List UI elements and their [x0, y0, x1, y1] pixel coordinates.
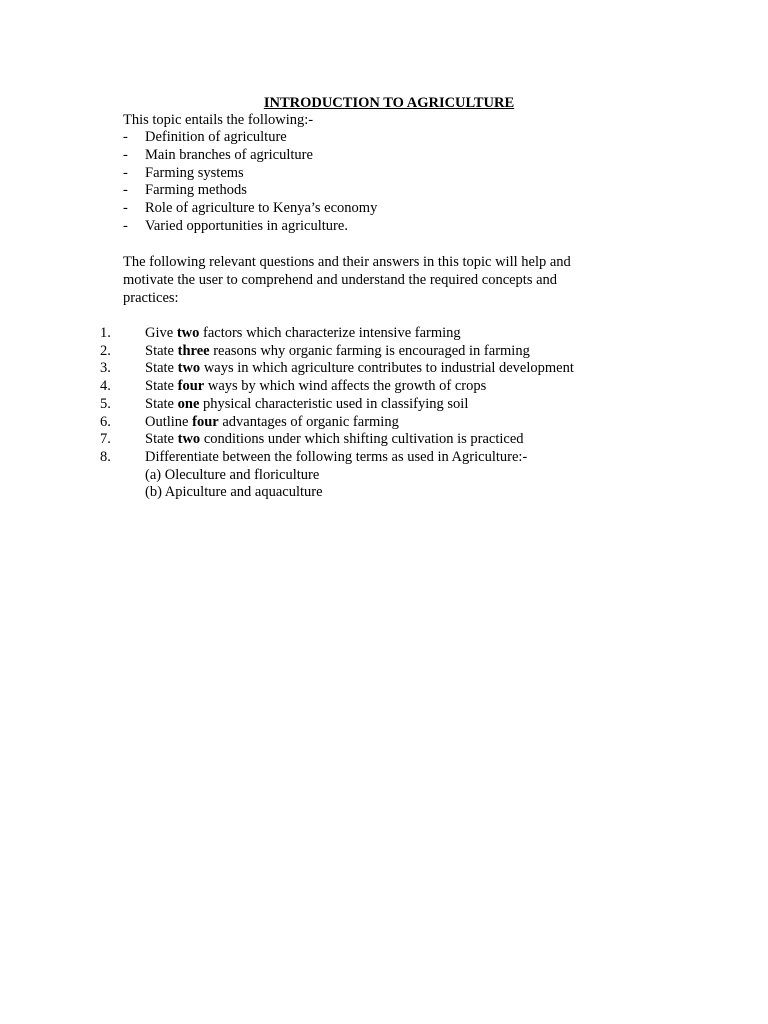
- question-number: 3.: [100, 360, 111, 377]
- question-item: [100, 431, 574, 449]
- bullet-dash: -: [123, 200, 128, 217]
- question-text-post: physical characteristic used in classifying soil: [199, 395, 469, 412]
- paragraph-line: motivate the user to comprehend and understand the required concepts and: [123, 271, 558, 288]
- question-emphasis: two: [177, 431, 201, 448]
- list-item-text: Farming methods: [145, 182, 247, 199]
- question-number: 6.: [100, 413, 111, 430]
- list-item-text: Varied opportunities in agriculture.: [145, 217, 348, 234]
- question-emphasis: three: [177, 342, 210, 359]
- question-number: 1.: [100, 325, 111, 341]
- list-item: [123, 218, 377, 236]
- question-item: [100, 378, 574, 396]
- question-text-post: ways by which wind affects the growth of crops: [204, 378, 487, 395]
- question-text-pre: State: [145, 378, 178, 395]
- intro-line: This topic entails the following:-: [123, 112, 314, 128]
- question-number: 4.: [100, 378, 111, 395]
- question-text-post: factors which characterize intensive farming: [199, 325, 461, 341]
- question-emphasis: two: [176, 325, 200, 341]
- document-title: INTRODUCTION TO AGRICULTURE: [263, 95, 515, 111]
- question-text-post: advantages of organic farming: [218, 413, 399, 430]
- question-emphasis: two: [177, 360, 201, 377]
- question-number: 7.: [100, 431, 111, 448]
- bullet-dash: -: [123, 164, 128, 181]
- question-item: [100, 343, 574, 361]
- list-item-text: Role of agriculture to Kenya’s economy: [145, 200, 378, 217]
- question-text-pre: State: [145, 395, 178, 412]
- question-item: [100, 325, 574, 343]
- list-item: [123, 182, 377, 200]
- paragraph-line: The following relevant questions and their answers in this topic will help and: [123, 254, 571, 270]
- question-text-pre: State: [145, 342, 178, 359]
- question-number: 2.: [100, 342, 111, 359]
- sub-item-list: [100, 467, 574, 502]
- question-emphasis: four: [177, 378, 205, 395]
- sub-item: (b) Apiculture and aquaculture: [145, 484, 323, 501]
- list-item: [123, 147, 377, 165]
- bullet-dash: -: [123, 217, 128, 234]
- question-text-post: ways in which agriculture contributes to industrial development: [200, 360, 574, 377]
- intro-paragraph: [123, 254, 603, 307]
- bullet-dash: -: [123, 146, 128, 163]
- list-item: [123, 129, 377, 147]
- question-text-pre: State: [145, 360, 178, 377]
- list-item-text: Definition of agriculture: [145, 129, 287, 145]
- bullet-dash: -: [123, 182, 128, 199]
- question-item: [100, 360, 574, 378]
- question-number: 5.: [100, 395, 111, 412]
- list-item-text: Farming systems: [145, 164, 244, 181]
- question-item: [100, 396, 574, 414]
- question-number: 8.: [100, 448, 111, 465]
- question-emphasis: four: [192, 413, 219, 430]
- sub-item: (a) Oleculture and floriculture: [145, 466, 320, 483]
- question-text-pre: Give: [145, 325, 177, 341]
- question-text-post: reasons why organic farming is encouraged in farming: [209, 342, 530, 359]
- list-item: [123, 200, 377, 218]
- question-text-pre: Differentiate between the following terms as used in Agriculture:-: [145, 448, 528, 465]
- question-item: [100, 414, 574, 432]
- paragraph-line: practices:: [123, 289, 179, 306]
- question-emphasis: one: [177, 395, 200, 412]
- question-text-post: conditions under which shifting cultivation is practiced: [200, 431, 524, 448]
- question-text-pre: State: [145, 431, 178, 448]
- topic-list: [123, 129, 377, 236]
- question-item: [100, 449, 574, 502]
- question-text-pre: Outline: [145, 413, 193, 430]
- question-list: [100, 325, 574, 502]
- bullet-dash: -: [123, 129, 128, 145]
- list-item-text: Main branches of agriculture: [145, 146, 313, 163]
- list-item: [123, 165, 377, 183]
